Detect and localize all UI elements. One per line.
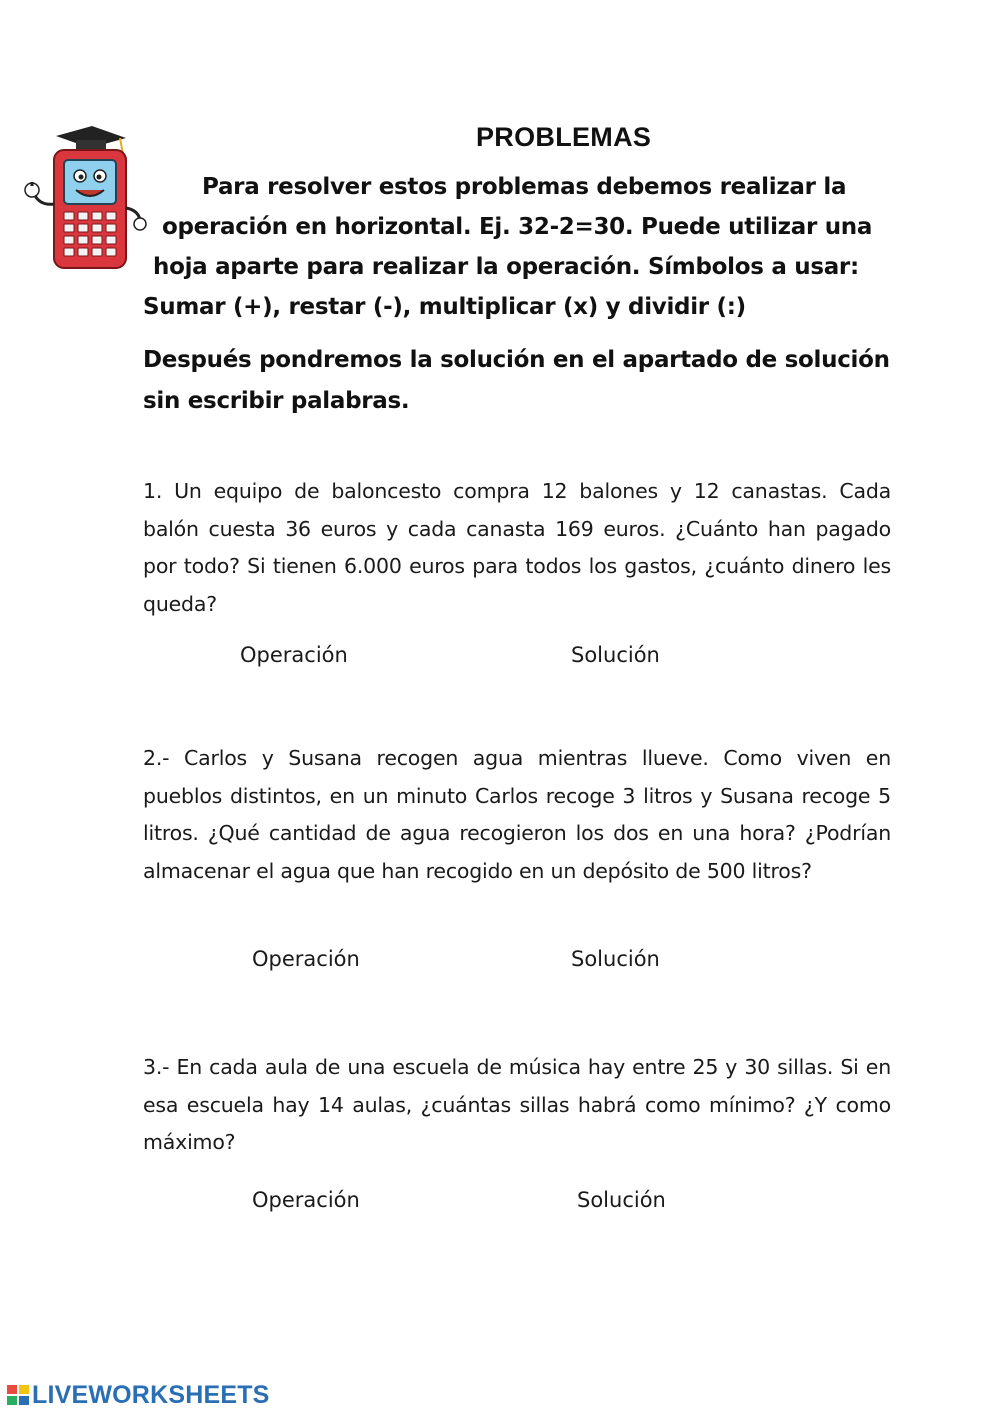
footer-brand-text: LIVEWORKSHEETS: [32, 1380, 270, 1409]
instructions-line-3: hoja aparte para realizar la operación. Símbolos a usar:: [153, 254, 859, 280]
problem-1-text: 1. Un equipo de baloncesto compra 12 balones y 12 canastas. Cada balón cuesta 36 euros y cada canasta 169 euros. ¿Cuánto han pagado por todo? Si tienen 6.000 euros para todos los gastos, ¿cuánto dinero les queda?: [143, 479, 891, 617]
problem-2-operation-label: Operación: [252, 947, 360, 971]
note-line-2: sin escribir palabras.: [143, 388, 410, 414]
footer-brand[interactable]: [6, 1380, 270, 1410]
problem-3-operation-label: Operación: [252, 1188, 360, 1212]
liveworksheets-logo-icon: [6, 1383, 30, 1407]
problem-2-text: 2.- Carlos y Susana recogen agua mientras llueve. Como viven en pueblos distintos, en un minuto Carlos recoge 3 litros y Susana recoge 5 litros. ¿Qué cantidad de agua recogieron los dos en una hora? ¿Podrían almacenar el agua que han recogido en un depósito de 500 litros?: [143, 746, 891, 884]
note-line-1: Después pondremos la solución en el apartado de solución: [143, 347, 890, 373]
page-title: PROBLEMAS: [476, 122, 652, 152]
problem-2-solution-label: Solución: [571, 947, 660, 971]
problem-3-text: 3.- En cada aula de una escuela de música hay entre 25 y 30 sillas. Si en esa escuela hay 14 aulas, ¿cuántas sillas habrá como mínimo? ¿Y como máximo?: [143, 1055, 891, 1155]
problem-3-solution-label: Solución: [577, 1188, 666, 1212]
instructions-line-4: Sumar (+), restar (-), multiplicar (x) y dividir (:): [143, 294, 746, 320]
calculator-mascot-icon: [20, 124, 148, 272]
instructions-line-2: operación en horizontal. Ej. 32-2=30. Puede utilizar una: [162, 214, 873, 240]
problem-1-solution-label: Solución: [571, 643, 660, 667]
problem-1-operation-label: Operación: [240, 643, 348, 667]
instructions-line-1: Para resolver estos problemas debemos realizar la: [202, 174, 847, 200]
